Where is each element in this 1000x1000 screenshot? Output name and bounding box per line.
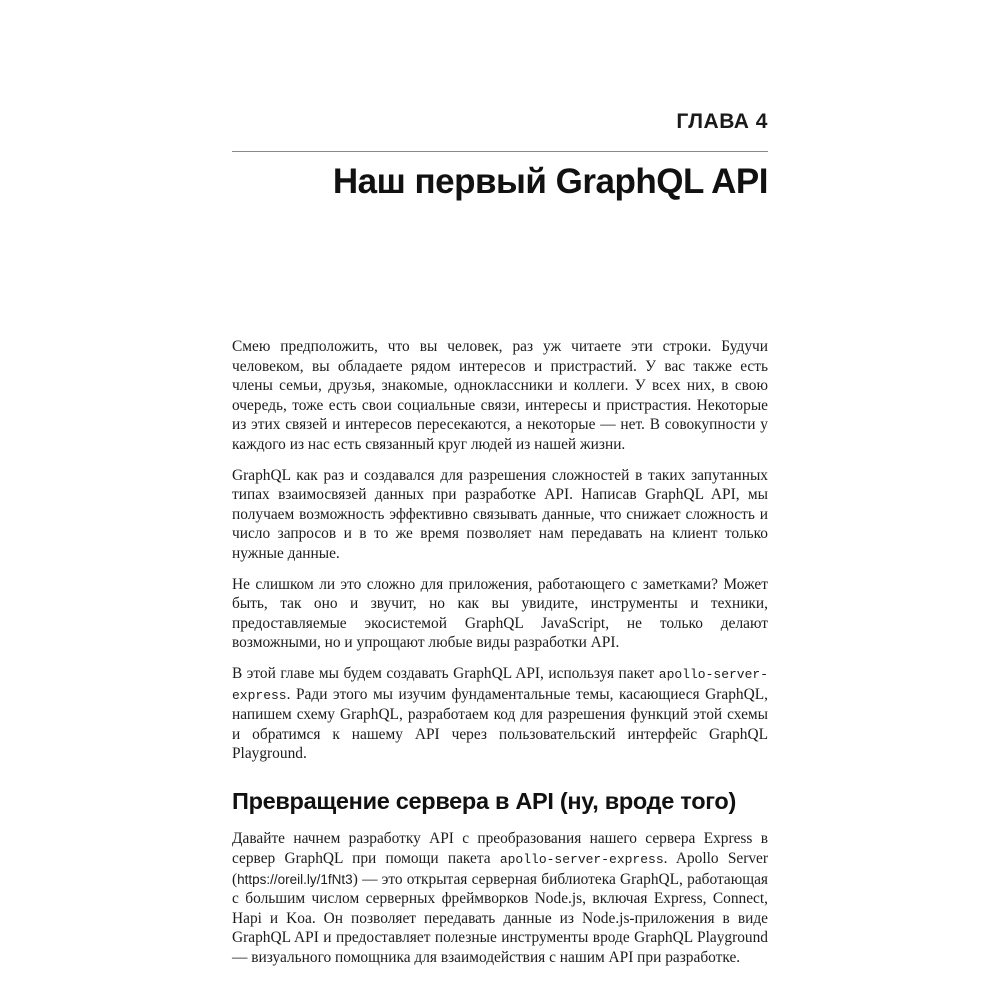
paragraph-graphql: GraphQL как раз и создавался для разрешения сложностей в таких запутанных типах взаимосвязей данных при разработке API. Написав GraphQL API, мы получаем возможность эффективно связывать данные, что снижает сложность и число запросов и в то же время позволяет нам передавать на клиент только нужные данные.	[232, 466, 768, 562]
section-text-b: . Apollo Server (	[232, 850, 768, 888]
paragraph-notes-app: Не слишком ли это сложно для приложения, работающего с заметками? Может быть, так оно и звучит, но как вы увидите, инструменты и техники, предоставляемые экосистемой GraphQL JavaScript, не только делают возможными, но и упрощают любые виды разработки API.	[232, 575, 768, 652]
package-name-code: apollo-server-express	[232, 666, 768, 703]
paragraph-chapter-plan-text-a: В этой главе мы будем создавать GraphQL API, используя пакет	[232, 664, 659, 682]
section-package-code: apollo-server-express	[499, 852, 664, 868]
paragraph-intro: Смею предположить, что вы человек, раз уж читаете эти строки. Будучи человеком, вы обладаете рядом интересов и пристрастий. У вас также есть члены семьи, друзья, знакомые, одноклассники и коллеги. У всех них, в свою очередь, тоже есть свои социальные связи, интересы и пристрастия. Некоторые из этих связей и интересов пересекаются, а некоторые — нет. В совокупности у каждого из нас есть связанный круг людей из нашей жизни.	[232, 338, 768, 453]
paragraph-section-intro	[232, 829, 768, 967]
chapter-rule	[232, 151, 768, 152]
paragraph-chapter-plan	[232, 664, 768, 764]
section-title: Превращение сервера в API (ну, вроде того)	[232, 787, 737, 814]
chapter-body	[232, 337, 768, 979]
section-text-a: Давайте начнем разработку API с преобразования нашего сервера Express в сервер GraphQL при помощи пакета	[232, 830, 768, 868]
paragraph-chapter-plan-text-b: . Ради этого мы изучим фундаментальные темы, касающиеся GraphQL, напишем схему GraphQL, разработаем код для разрешения функций этой схемы и обратимся к нашему API через пользовательский интерфейс GraphQL Playground.	[232, 685, 768, 763]
chapter-label: ГЛАВА 4	[676, 110, 768, 133]
apollo-server-link[interactable]: https://oreil.ly/1fNt3	[237, 871, 353, 887]
section-text-c: ) — это открытая серверная библиотека GraphQL, работающая с большим числом серверных фреймворков Node.js, включая Express, Connect, Hapi и Koa. Он позволяет передавать данные из Node.js-приложения в виде GraphQL API и предоставляет полезные инструменты вроде GraphQL Playground — визуального помощника для взаимодействия с нашим API при разработке.	[232, 870, 768, 967]
chapter-title: Наш первый GraphQL API	[332, 162, 768, 201]
